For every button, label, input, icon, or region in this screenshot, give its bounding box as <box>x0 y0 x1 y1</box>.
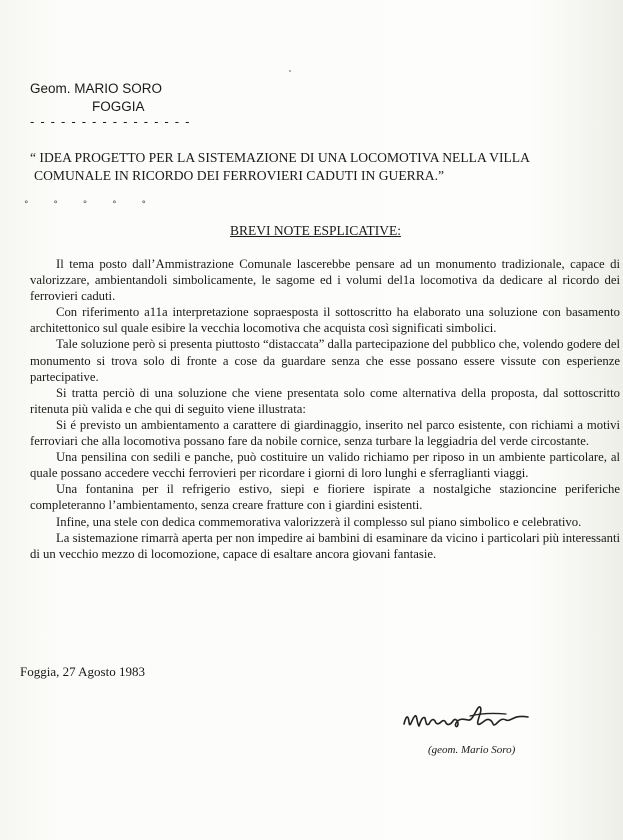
paragraph: Tale soluzione però si presenta piuttosto “distaccata” dalla partecipazione del pubblico che, volendo godere del monumento si trova solo di fronte a cose da guardare senza che esse possano essere vissute con esperienze partecipative. <box>30 337 620 384</box>
paragraph: Si tratta perciò di una soluzione che viene presentata solo come alternativa della proposta, dal sottoscritto ritenuta più valida e che qui di seguito viene illustrata: <box>30 385 620 416</box>
title-line-1: “ IDEA PROGETTO PER LA SISTEMAZIONE DI UNA LOCOMOTIVA NELLA VILLA <box>30 150 530 165</box>
signer-name: (geom. Mario Soro) <box>428 744 516 756</box>
title-line-2: COMUNALE IN RICORDO DEI FERROVIERI CADUTI IN GUERRA.” <box>34 168 445 183</box>
paragraph: Infine, una stele con dedica commemorativa valorizzerà il complesso sul piano simbolico e celebrativo. <box>56 514 582 529</box>
section-heading: BREVI NOTE ESPLICATIVE: <box>230 223 401 238</box>
paragraph: Il tema posto dall’Ammistrazione Comunale lascerebbe pensare ad un monumento tradizionale, capace di valorizzare, ambientandoli simbolicamente, le sagome ed i volumi del1a locomotiva da dedicare al ricordo dei ferrovieri caduti. <box>30 257 620 304</box>
paragraph: Una fontanina per il refrigerio estivo, siepi e fioriere ispirate a nostalgiche stazioncine periferiche completeranno l’ambientamento, senza creare fratture con i giardini esistenti. <box>30 482 620 513</box>
paper-speck <box>289 70 291 72</box>
sender-name: Geom. MARIO SORO <box>30 81 163 96</box>
paragraph: Con riferimento a11a interpretazione sopraesposta il sottoscritto ha elaborato una soluzione con basamento architettonico sul quale esibire la vecchia locomotiva che acquista così significati simbolici. <box>30 305 620 336</box>
paragraph: La sistemazione rimarrà aperta per non impedire ai bambini di esaminare da vicino i particolari più interessanti di un vecchio mezzo di locomozione, capace di esaltare ancora giovani fantasie. <box>30 530 620 561</box>
paragraph: Una pensilina con sedili e panche, può costituire un valido richiamo per riposo in un ambiente particolare, al quale possano accedere vecchi ferrovieri per ricordare i giorni di loro lunghi e sferraglianti viaggi. <box>30 450 620 481</box>
sender-rule: - - - - - - - - - - - - - - - - <box>30 114 191 129</box>
handwritten-signature <box>398 700 538 740</box>
sender-city: FOGGIA <box>92 99 145 114</box>
body-text <box>30 256 620 562</box>
sender-block <box>30 80 162 116</box>
document-title <box>30 149 610 185</box>
document-date: Foggia, 27 Agosto 1983 <box>20 664 145 679</box>
circle-separator: ° ° ° ° ° <box>24 200 146 210</box>
paragraph: Si é previsto un ambientamento a carattere di giardinaggio, inserito nel parco esistente, con richiami a motivi ferroviari che alla locomotiva possano fare da nobile cornice, senza turbare la leggiadria del verde circostante. <box>30 417 620 449</box>
